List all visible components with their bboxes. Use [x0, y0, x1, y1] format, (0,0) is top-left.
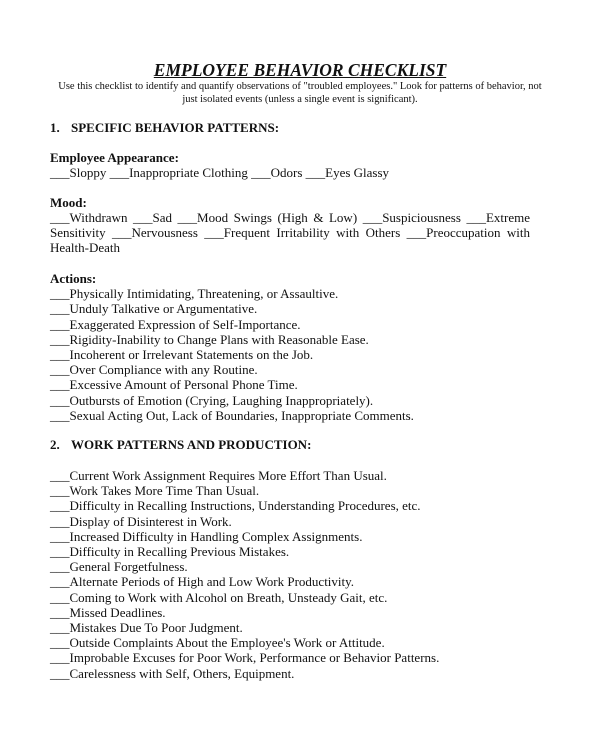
- checklist-item: ___Over Compliance with any Routine.: [50, 362, 258, 378]
- document-subtitle: Use this checklist to identify and quantify observations of "troubled employees." Look for patterns of behavior, not just isolated events (unless a single event is significant).: [58, 81, 542, 105]
- checklist-item: ___Alternate Periods of High and Low Work Productivity.: [50, 574, 355, 590]
- work-patterns-list: [50, 468, 550, 681]
- actions-heading: Actions:: [50, 271, 97, 286]
- appearance-block: [50, 150, 550, 180]
- mood-block: [50, 195, 530, 255]
- checklist-item: ___Difficulty in Recalling Instructions, Understanding Procedures, etc.: [50, 498, 421, 514]
- mood-items: ___Withdrawn ___Sad ___Mood Swings (High & Low) ___Suspiciousness ___Extreme Sensitivity ___Nervousness ___Frequent Irritability with Others ___Preoccupation with Health-Death: [50, 210, 530, 255]
- section-number: 2.: [50, 437, 60, 452]
- checklist-item: ___Current Work Assignment Requires More Effort Than Usual.: [50, 468, 387, 483]
- section-title: SPECIFIC BEHAVIOR PATTERNS:: [71, 120, 280, 135]
- checklist-item: ___Coming to Work with Alcohol on Breath, Unsteady Gait, etc.: [50, 589, 388, 605]
- checklist-item: ___Outbursts of Emotion (Crying, Laughing Inappropriately).: [50, 392, 374, 408]
- checklist-item: ___Display of Disinterest in Work.: [50, 513, 232, 529]
- checklist-item: ___Carelessness with Self, Others, Equipment.: [50, 665, 295, 681]
- checklist-item: ___Missed Deadlines.: [50, 604, 166, 620]
- checklist-item: ___Increased Difficulty in Handling Complex Assignments.: [50, 528, 363, 544]
- checklist-item: ___Work Takes More Time Than Usual.: [50, 483, 260, 499]
- appearance-items: ___Sloppy ___Inappropriate Clothing ___Odors ___Eyes Glassy: [50, 165, 390, 181]
- checklist-item: ___Outside Complaints About the Employee's Work or Attitude.: [50, 635, 385, 651]
- checklist-item: ___Excessive Amount of Personal Phone Time.: [50, 377, 298, 393]
- checklist-item: ___Difficulty in Recalling Previous Mistakes.: [50, 544, 290, 560]
- checklist-item: ___Incoherent or Irrelevant Statements on the Job.: [50, 347, 314, 363]
- section-title: WORK PATTERNS AND PRODUCTION:: [71, 437, 312, 452]
- checklist-item: ___Exaggerated Expression of Self-Importance.: [50, 316, 301, 332]
- document-title: EMPLOYEE BEHAVIOR CHECKLIST: [153, 60, 447, 80]
- checklist-item: ___Mistakes Due To Poor Judgment.: [50, 620, 243, 636]
- appearance-heading: Employee Appearance:: [50, 150, 179, 165]
- checklist-item: ___Sexual Acting Out, Lack of Boundaries, Inappropriate Comments.: [50, 407, 414, 423]
- actions-block: [50, 271, 550, 423]
- section-2-heading: [50, 437, 550, 452]
- checklist-item: ___General Forgetfulness.: [50, 559, 188, 575]
- checklist-item: ___Rigidity-Inability to Change Plans with Reasonable Ease.: [50, 331, 369, 347]
- mood-heading: Mood:: [50, 195, 87, 210]
- checklist-item: ___Improbable Excuses for Poor Work, Performance or Behavior Patterns.: [50, 650, 440, 666]
- section-number: 1.: [50, 120, 60, 135]
- checklist-item: ___Physically Intimidating, Threatening, or Assaultive.: [50, 286, 339, 302]
- section-1-heading: [50, 120, 550, 135]
- checklist-item: ___Unduly Talkative or Argumentative.: [50, 301, 258, 317]
